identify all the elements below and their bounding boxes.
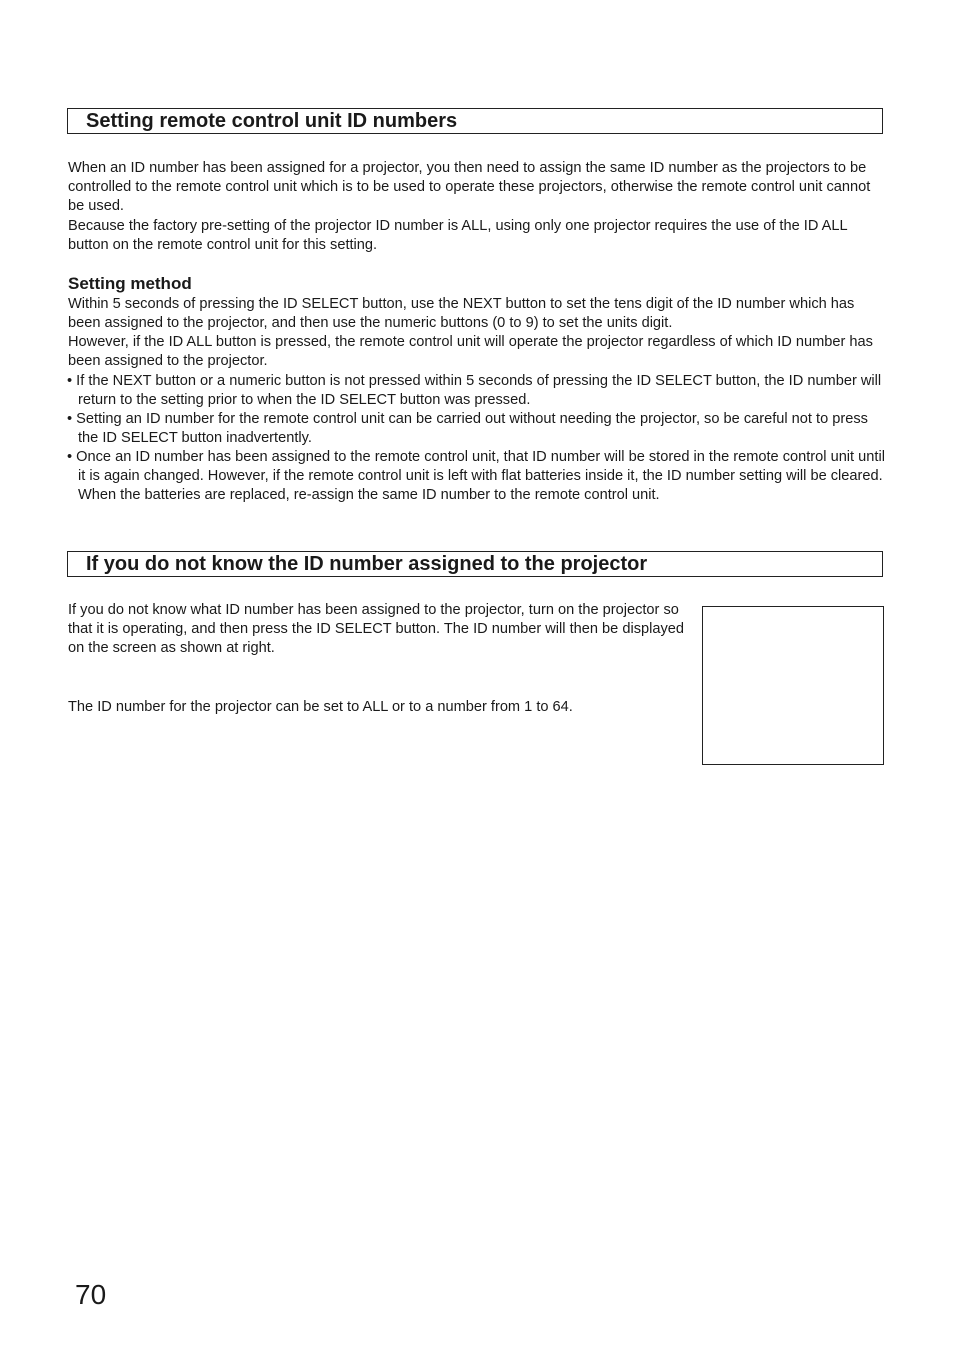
unknown-id-paragraph: If you do not know what ID number has been assigned to the projector, turn on the projector so that it is operating, and then press the ID SELECT button. The ID number will then be displayed on the screen as shown at right. xyxy=(68,602,684,657)
factory-preset-paragraph: Because the factory pre-setting of the projector ID number is ALL, using only one projector requires the use of the ID ALL button on the remote control unit for this setting. xyxy=(68,218,848,254)
section-heading-remote-id: Setting remote control unit ID numbers xyxy=(67,108,883,134)
note-bullet-timeout: • If the NEXT button or a numeric button is not pressed within 5 seconds of pressing the ID SELECT button, the ID number will return to the setting prior to when the ID SELECT button was pressed. xyxy=(67,373,882,409)
setting-method-heading: Setting method xyxy=(68,274,192,293)
intro-paragraph: When an ID number has been assigned for a projector, you then need to assign the same ID number as the projectors to be controlled to the remote control unit which is to be used to operate these projectors, otherwise the remote control unit cannot be used. xyxy=(68,160,871,215)
note-bullet-careful: • Setting an ID number for the remote control unit can be carried out without needing the projector, so be careful not to press the ID SELECT button inadvertently. xyxy=(67,411,868,447)
id-all-paragraph: However, if the ID ALL button is pressed, the remote control unit will operate the projector regardless of which ID number has been assigned to the projector. xyxy=(68,334,873,370)
page-number: 70 xyxy=(75,1279,107,1310)
note-bullet-batteries: • Once an ID number has been assigned to the remote control unit, that ID number will be stored in the remote control unit until it is again changed. However, if the remote control unit is left with flat batteries inside it, the ID number setting will be cleared. When the batteries are replaced, re-assign the same ID number to the remote control unit. xyxy=(67,449,885,504)
section-heading-unknown-id: If you do not know the ID number assigned to the projector xyxy=(67,551,883,577)
method-paragraph: Within 5 seconds of pressing the ID SELECT button, use the NEXT button to set the tens digit of the ID number which has been assigned to the projector, and then use the numeric buttons (0 to 9) to set the units digit. xyxy=(68,296,855,332)
id-range-paragraph: The ID number for the projector can be set to ALL or to a number from 1 to 64. xyxy=(68,699,573,715)
screen-display-illustration xyxy=(702,606,884,765)
